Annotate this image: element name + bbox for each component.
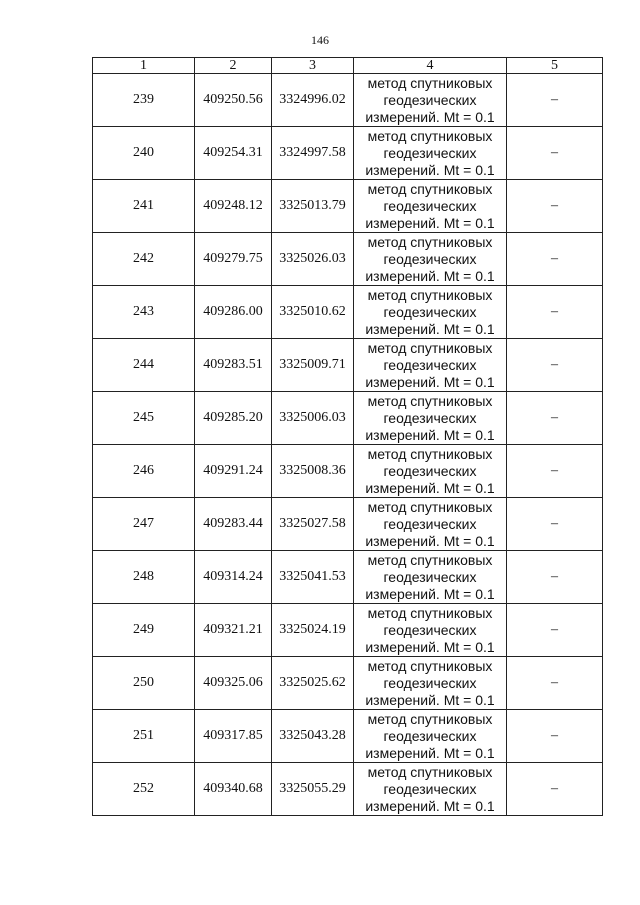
table-row — [93, 445, 603, 498]
y-coordinate-cell: 3325010.62 — [272, 286, 354, 339]
method-line: измерений. Mt = 0.1 — [365, 161, 495, 178]
method-line: измерений. Mt = 0.1 — [365, 320, 495, 337]
page-number: 146 — [311, 33, 329, 47]
method-cell — [354, 74, 507, 127]
point-number-cell: 243 — [93, 286, 195, 339]
note-cell: – — [507, 657, 603, 710]
y-coordinate-cell: 3325041.53 — [272, 551, 354, 604]
note-cell: – — [507, 604, 603, 657]
table-row — [93, 763, 603, 816]
y-coordinate-cell: 3324996.02 — [272, 74, 354, 127]
method-line: геодезических — [383, 462, 477, 479]
x-coordinate-cell: 409321.21 — [195, 604, 272, 657]
method-line: метод спутниковых — [367, 445, 493, 462]
table-row — [93, 604, 603, 657]
y-coordinate-cell: 3325027.58 — [272, 498, 354, 551]
note-cell: – — [507, 74, 603, 127]
y-coordinate-cell: 3324997.58 — [272, 127, 354, 180]
note-cell: – — [507, 339, 603, 392]
table-row — [93, 127, 603, 180]
method-line: метод спутниковых — [367, 339, 493, 356]
point-number-cell: 244 — [93, 339, 195, 392]
point-number-cell: 242 — [93, 233, 195, 286]
header-col-4: 4 — [354, 58, 507, 74]
point-number-cell: 246 — [93, 445, 195, 498]
table-header-row — [93, 58, 603, 74]
note-cell: – — [507, 127, 603, 180]
x-coordinate-cell: 409291.24 — [195, 445, 272, 498]
method-line: метод спутниковых — [367, 74, 493, 91]
method-line: геодезических — [383, 409, 477, 426]
table-row — [93, 74, 603, 127]
table-row — [93, 339, 603, 392]
method-line: измерений. Mt = 0.1 — [365, 426, 495, 443]
y-coordinate-cell: 3325006.03 — [272, 392, 354, 445]
method-line: геодезических — [383, 780, 477, 797]
method-cell — [354, 657, 507, 710]
header-col-3: 3 — [272, 58, 354, 74]
point-number-cell: 252 — [93, 763, 195, 816]
method-line: измерений. Mt = 0.1 — [365, 585, 495, 602]
method-line: измерений. Mt = 0.1 — [365, 267, 495, 284]
method-line: измерений. Mt = 0.1 — [365, 744, 495, 761]
method-cell — [354, 286, 507, 339]
note-cell: – — [507, 286, 603, 339]
method-cell — [354, 710, 507, 763]
table-row — [93, 657, 603, 710]
x-coordinate-cell: 409325.06 — [195, 657, 272, 710]
y-coordinate-cell: 3325043.28 — [272, 710, 354, 763]
point-number-cell: 247 — [93, 498, 195, 551]
method-line: измерений. Mt = 0.1 — [365, 373, 495, 390]
method-cell — [354, 445, 507, 498]
table-row — [93, 233, 603, 286]
note-cell: – — [507, 233, 603, 286]
header-col-2: 2 — [195, 58, 272, 74]
table-row — [93, 180, 603, 233]
method-cell — [354, 604, 507, 657]
method-line: метод спутниковых — [367, 710, 493, 727]
header-col-1: 1 — [93, 58, 195, 74]
method-cell — [354, 127, 507, 180]
point-number-cell: 248 — [93, 551, 195, 604]
y-coordinate-cell: 3325008.36 — [272, 445, 354, 498]
method-line: метод спутниковых — [367, 657, 493, 674]
note-cell: – — [507, 551, 603, 604]
method-line: геодезических — [383, 197, 477, 214]
method-line: геодезических — [383, 144, 477, 161]
method-cell — [354, 392, 507, 445]
x-coordinate-cell: 409317.85 — [195, 710, 272, 763]
method-line: метод спутниковых — [367, 392, 493, 409]
table-row — [93, 710, 603, 763]
method-line: метод спутниковых — [367, 127, 493, 144]
x-coordinate-cell: 409314.24 — [195, 551, 272, 604]
method-line: геодезических — [383, 568, 477, 585]
table-row — [93, 551, 603, 604]
method-cell — [354, 498, 507, 551]
note-cell: – — [507, 445, 603, 498]
method-cell — [354, 180, 507, 233]
y-coordinate-cell: 3325026.03 — [272, 233, 354, 286]
method-line: измерений. Mt = 0.1 — [365, 638, 495, 655]
x-coordinate-cell: 409285.20 — [195, 392, 272, 445]
note-cell: – — [507, 763, 603, 816]
method-cell — [354, 763, 507, 816]
y-coordinate-cell: 3325024.19 — [272, 604, 354, 657]
point-number-cell: 251 — [93, 710, 195, 763]
method-cell — [354, 551, 507, 604]
method-line: геодезических — [383, 356, 477, 373]
point-number-cell: 240 — [93, 127, 195, 180]
method-line: метод спутниковых — [367, 180, 493, 197]
method-cell — [354, 339, 507, 392]
x-coordinate-cell: 409279.75 — [195, 233, 272, 286]
point-number-cell: 241 — [93, 180, 195, 233]
y-coordinate-cell: 3325013.79 — [272, 180, 354, 233]
method-line: измерений. Mt = 0.1 — [365, 479, 495, 496]
x-coordinate-cell: 409283.51 — [195, 339, 272, 392]
method-line: измерений. Mt = 0.1 — [365, 214, 495, 231]
x-coordinate-cell: 409286.00 — [195, 286, 272, 339]
method-line: метод спутниковых — [367, 233, 493, 250]
table-row — [93, 286, 603, 339]
method-line: геодезических — [383, 515, 477, 532]
method-line: метод спутниковых — [367, 551, 493, 568]
y-coordinate-cell: 3325025.62 — [272, 657, 354, 710]
x-coordinate-cell: 409340.68 — [195, 763, 272, 816]
method-line: геодезических — [383, 303, 477, 320]
x-coordinate-cell: 409248.12 — [195, 180, 272, 233]
table-body — [93, 74, 603, 816]
note-cell: – — [507, 498, 603, 551]
method-line: метод спутниковых — [367, 286, 493, 303]
note-cell: – — [507, 392, 603, 445]
point-number-cell: 239 — [93, 74, 195, 127]
point-number-cell: 249 — [93, 604, 195, 657]
method-line: геодезических — [383, 674, 477, 691]
table-row — [93, 498, 603, 551]
method-line: геодезических — [383, 250, 477, 267]
note-cell: – — [507, 180, 603, 233]
method-line: геодезических — [383, 621, 477, 638]
method-line: геодезических — [383, 91, 477, 108]
method-line: метод спутниковых — [367, 498, 493, 515]
x-coordinate-cell: 409283.44 — [195, 498, 272, 551]
method-line: метод спутниковых — [367, 763, 493, 780]
coordinates-table — [92, 57, 603, 816]
table-row — [93, 392, 603, 445]
y-coordinate-cell: 3325055.29 — [272, 763, 354, 816]
x-coordinate-cell: 409250.56 — [195, 74, 272, 127]
method-line: измерений. Mt = 0.1 — [365, 797, 495, 814]
point-number-cell: 250 — [93, 657, 195, 710]
method-line: геодезических — [383, 727, 477, 744]
method-line: метод спутниковых — [367, 604, 493, 621]
header-col-5: 5 — [507, 58, 603, 74]
method-cell — [354, 233, 507, 286]
y-coordinate-cell: 3325009.71 — [272, 339, 354, 392]
x-coordinate-cell: 409254.31 — [195, 127, 272, 180]
note-cell: – — [507, 710, 603, 763]
method-line: измерений. Mt = 0.1 — [365, 532, 495, 549]
method-line: измерений. Mt = 0.1 — [365, 108, 495, 125]
point-number-cell: 245 — [93, 392, 195, 445]
method-line: измерений. Mt = 0.1 — [365, 691, 495, 708]
